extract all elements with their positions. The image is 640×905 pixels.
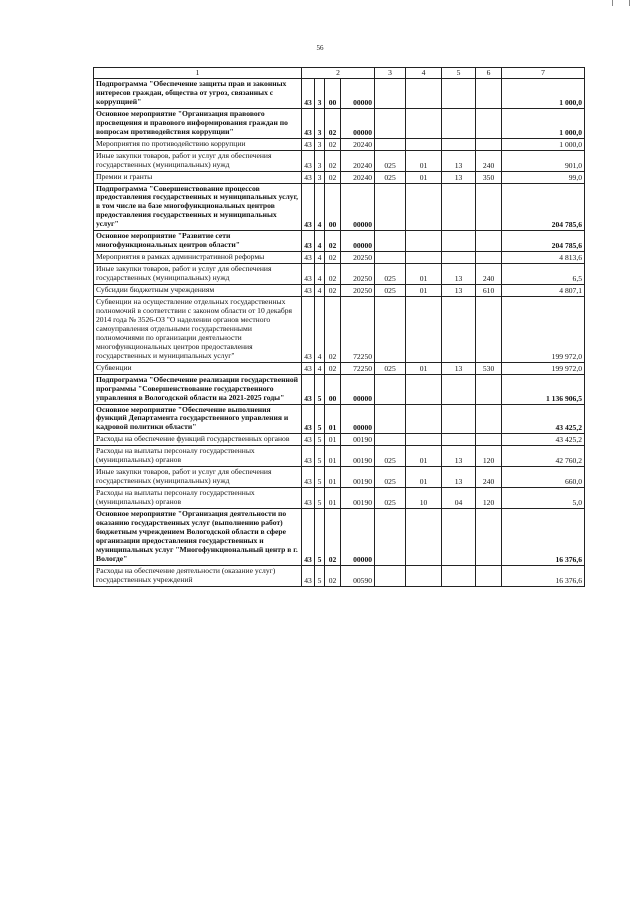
budget-table-body [94, 68, 585, 587]
code-cell-direction: 72250 [341, 297, 375, 363]
code-cell-expense-type [476, 297, 502, 363]
amount-cell: 1 000,0 [502, 108, 585, 138]
code-cell-ministry: 43 [302, 434, 315, 446]
code-cell-measure: 02 [325, 150, 341, 171]
amount-cell: 901,0 [502, 150, 585, 171]
code-cell-subsection [442, 79, 476, 109]
code-cell-direction: 20240 [341, 138, 375, 150]
code-cell-grbs [375, 252, 406, 264]
code-cell-section: 10 [406, 488, 442, 509]
code-cell-subsection: 13 [442, 285, 476, 297]
code-cell-ministry: 43 [302, 285, 315, 297]
code-cell-direction: 00000 [341, 79, 375, 109]
table-row [94, 79, 585, 109]
amount-cell: 42 760,2 [502, 446, 585, 467]
code-cell-section: 01 [406, 467, 442, 488]
table-row [94, 446, 585, 467]
code-cell-direction: 20240 [341, 171, 375, 183]
code-cell-subprogram: 4 [315, 264, 325, 285]
code-cell-subprogram: 4 [315, 183, 325, 231]
code-cell-grbs [375, 374, 406, 404]
code-cell-subsection [442, 374, 476, 404]
code-cell-subprogram: 4 [315, 285, 325, 297]
code-cell-expense-type [476, 404, 502, 434]
code-cell-direction: 00000 [341, 108, 375, 138]
amount-cell: 1 000,0 [502, 79, 585, 109]
table-row [94, 434, 585, 446]
code-cell-section [406, 108, 442, 138]
table-row [94, 297, 585, 363]
code-cell-direction: 20240 [341, 150, 375, 171]
code-cell-subprogram: 3 [315, 108, 325, 138]
row-name-cell: Мероприятия в рамках административной реформы [94, 252, 302, 264]
code-cell-section [406, 509, 442, 566]
row-name-cell: Расходы на обеспечение функций государственных органов [94, 434, 302, 446]
table-row [94, 362, 585, 374]
code-cell-measure: 02 [325, 108, 341, 138]
code-cell-subsection: 13 [442, 362, 476, 374]
code-cell-ministry: 43 [302, 138, 315, 150]
code-cell-expense-type [476, 108, 502, 138]
amount-cell: 199 972,0 [502, 297, 585, 363]
code-cell-direction: 00590 [341, 565, 375, 586]
budget-table [93, 67, 585, 587]
code-cell-grbs [375, 138, 406, 150]
code-cell-direction: 20250 [341, 264, 375, 285]
code-cell-subprogram: 3 [315, 138, 325, 150]
code-cell-grbs: 025 [375, 362, 406, 374]
row-name-cell: Субвенции [94, 362, 302, 374]
code-cell-measure: 02 [325, 264, 341, 285]
code-cell-subprogram: 4 [315, 362, 325, 374]
table-row [94, 404, 585, 434]
code-cell-expense-type: 530 [476, 362, 502, 374]
code-cell-section [406, 183, 442, 231]
row-name-cell: Иные закупки товаров, работ и услуг для обеспечения государственных (муниципальных) нужд [94, 467, 302, 488]
code-cell-grbs: 025 [375, 488, 406, 509]
code-cell-subprogram: 5 [315, 434, 325, 446]
code-cell-section [406, 252, 442, 264]
code-cell-subsection: 13 [442, 264, 476, 285]
amount-cell: 204 785,6 [502, 183, 585, 231]
code-cell-subsection [442, 108, 476, 138]
code-cell-section: 01 [406, 171, 442, 183]
code-cell-subprogram: 5 [315, 488, 325, 509]
code-cell-subsection [442, 297, 476, 363]
amount-cell: 6,5 [502, 264, 585, 285]
code-cell-expense-type: 120 [476, 488, 502, 509]
code-cell-subprogram: 5 [315, 467, 325, 488]
code-cell-ministry: 43 [302, 362, 315, 374]
code-cell-subsection [442, 565, 476, 586]
code-cell-direction: 00000 [341, 374, 375, 404]
code-cell-measure: 02 [325, 231, 341, 252]
amount-cell: 660,0 [502, 467, 585, 488]
row-name-cell: Субвенции на осуществление отдельных государственных полномочий в соответствии с законом области от 10 декабря 2014 года № 3526-ОЗ "О наделении органов местного самоуправления отдельными государственными полномочиями по организации деятельности многофункциональных центров предоставления государственных и муниципальных услуг" [94, 297, 302, 363]
page-number: 56 [316, 44, 324, 52]
code-cell-ministry: 43 [302, 171, 315, 183]
code-cell-ministry: 43 [302, 297, 315, 363]
table-row [94, 108, 585, 138]
code-cell-ministry: 43 [302, 509, 315, 566]
code-cell-ministry: 43 [302, 467, 315, 488]
code-cell-subsection: 13 [442, 467, 476, 488]
code-cell-measure: 02 [325, 509, 341, 566]
code-cell-grbs [375, 404, 406, 434]
row-name-cell: Основное мероприятие "Обеспечение выполнения функций Департамента государственного управления и кадровой политики области" [94, 404, 302, 434]
code-cell-direction: 00000 [341, 404, 375, 434]
code-cell-ministry: 43 [302, 404, 315, 434]
code-cell-grbs [375, 434, 406, 446]
amount-cell: 16 376,6 [502, 565, 585, 586]
code-cell-section: 01 [406, 150, 442, 171]
code-cell-grbs [375, 79, 406, 109]
amount-cell: 199 972,0 [502, 362, 585, 374]
code-cell-subprogram: 4 [315, 231, 325, 252]
code-cell-expense-type: 240 [476, 150, 502, 171]
code-cell-measure: 01 [325, 467, 341, 488]
code-cell-grbs [375, 565, 406, 586]
code-cell-grbs [375, 183, 406, 231]
code-cell-direction: 00000 [341, 231, 375, 252]
header-cell-col5: 5 [442, 68, 476, 79]
code-cell-section [406, 297, 442, 363]
code-cell-expense-type [476, 183, 502, 231]
code-cell-subsection [442, 434, 476, 446]
row-name-cell: Иные закупки товаров, работ и услуг для обеспечения государственных (муниципальных) нужд [94, 264, 302, 285]
code-cell-direction: 20250 [341, 252, 375, 264]
table-row [94, 150, 585, 171]
header-cell-col6: 6 [476, 68, 502, 79]
code-cell-grbs: 025 [375, 264, 406, 285]
row-name-cell: Основное мероприятие "Организация правового просвещения и правового информирования граждан по вопросам противодействия коррупции" [94, 108, 302, 138]
code-cell-grbs [375, 297, 406, 363]
header-cell-col4: 4 [406, 68, 442, 79]
code-cell-measure: 01 [325, 488, 341, 509]
code-cell-section [406, 374, 442, 404]
code-cell-ministry: 43 [302, 446, 315, 467]
code-cell-measure: 01 [325, 434, 341, 446]
code-cell-expense-type: 350 [476, 171, 502, 183]
code-cell-measure: 02 [325, 362, 341, 374]
code-cell-measure: 01 [325, 446, 341, 467]
scan-corner-mark [612, 0, 630, 6]
code-cell-subprogram: 3 [315, 171, 325, 183]
amount-cell: 16 376,6 [502, 509, 585, 566]
table-row [94, 565, 585, 586]
code-cell-section: 01 [406, 264, 442, 285]
code-cell-direction: 00190 [341, 434, 375, 446]
code-cell-section: 01 [406, 446, 442, 467]
code-cell-subprogram: 4 [315, 297, 325, 363]
table-row [94, 171, 585, 183]
code-cell-expense-type [476, 565, 502, 586]
code-cell-measure: 02 [325, 285, 341, 297]
amount-cell: 204 785,6 [502, 231, 585, 252]
code-cell-measure: 02 [325, 138, 341, 150]
code-cell-subprogram: 3 [315, 79, 325, 109]
code-cell-expense-type [476, 231, 502, 252]
code-cell-subsection: 04 [442, 488, 476, 509]
code-cell-measure: 02 [325, 565, 341, 586]
code-cell-section: 01 [406, 362, 442, 374]
code-cell-expense-type: 240 [476, 467, 502, 488]
code-cell-direction: 20250 [341, 285, 375, 297]
code-cell-ministry: 43 [302, 488, 315, 509]
amount-cell: 5,0 [502, 488, 585, 509]
code-cell-ministry: 43 [302, 374, 315, 404]
code-cell-subsection: 13 [442, 171, 476, 183]
table-row [94, 509, 585, 566]
table-row [94, 467, 585, 488]
table-row [94, 374, 585, 404]
amount-cell: 1 136 906,5 [502, 374, 585, 404]
code-cell-subprogram: 4 [315, 252, 325, 264]
row-name-cell: Расходы на обеспечение деятельности (оказание услуг) государственных учреждений [94, 565, 302, 586]
code-cell-subprogram: 5 [315, 404, 325, 434]
code-cell-direction: 00000 [341, 509, 375, 566]
code-cell-ministry: 43 [302, 183, 315, 231]
code-cell-direction: 00000 [341, 183, 375, 231]
code-cell-ministry: 43 [302, 150, 315, 171]
code-cell-subsection: 13 [442, 150, 476, 171]
code-cell-direction: 00190 [341, 467, 375, 488]
table-row [94, 138, 585, 150]
amount-cell: 43 425,2 [502, 404, 585, 434]
code-cell-grbs: 025 [375, 150, 406, 171]
code-cell-direction: 00190 [341, 446, 375, 467]
header-cell-col2: 2 [302, 68, 375, 79]
code-cell-measure: 02 [325, 297, 341, 363]
row-name-cell: Субсидии бюджетным учреждениям [94, 285, 302, 297]
code-cell-direction: 00190 [341, 488, 375, 509]
code-cell-grbs: 025 [375, 467, 406, 488]
header-cell-col3: 3 [375, 68, 406, 79]
code-cell-section: 01 [406, 285, 442, 297]
row-name-cell: Подпрограмма "Обеспечение реализации государственной программы "Совершенствование государственного управления в Вологодской области на 2021-2025 годы" [94, 374, 302, 404]
table-row [94, 264, 585, 285]
code-cell-expense-type [476, 434, 502, 446]
row-name-cell: Основное мероприятие "Развитие сети многофункциональных центров области" [94, 231, 302, 252]
code-cell-measure: 00 [325, 374, 341, 404]
table-row [94, 183, 585, 231]
code-cell-expense-type [476, 509, 502, 566]
amount-cell: 4 807,1 [502, 285, 585, 297]
code-cell-measure: 00 [325, 183, 341, 231]
amount-cell: 4 813,6 [502, 252, 585, 264]
row-name-cell: Основное мероприятие "Организация деятельности по оказанию государственных услуг (выполнению работ) бюджетным учреждением Вологодской области в сфере организации предоставления государственных и муниципальных услуг "Многофункциональный центр в г. Вологде" [94, 509, 302, 566]
row-name-cell: Расходы на выплаты персоналу государственных (муниципальных) органов [94, 446, 302, 467]
table-header-row [94, 68, 585, 79]
code-cell-grbs [375, 108, 406, 138]
code-cell-ministry: 43 [302, 264, 315, 285]
table-row [94, 285, 585, 297]
code-cell-section [406, 565, 442, 586]
code-cell-subsection [442, 231, 476, 252]
code-cell-subprogram: 5 [315, 374, 325, 404]
code-cell-subsection [442, 252, 476, 264]
row-name-cell: Мероприятия по противодействию коррупции [94, 138, 302, 150]
code-cell-ministry: 43 [302, 252, 315, 264]
code-cell-measure: 01 [325, 404, 341, 434]
row-name-cell: Иные закупки товаров, работ и услуг для обеспечения государственных (муниципальных) нужд [94, 150, 302, 171]
code-cell-subsection [442, 183, 476, 231]
row-name-cell: Премии и гранты [94, 171, 302, 183]
code-cell-subprogram: 5 [315, 509, 325, 566]
code-cell-expense-type: 610 [476, 285, 502, 297]
code-cell-expense-type [476, 252, 502, 264]
header-cell-col7: 7 [502, 68, 585, 79]
code-cell-subsection: 13 [442, 446, 476, 467]
code-cell-section [406, 231, 442, 252]
code-cell-subprogram: 5 [315, 446, 325, 467]
code-cell-grbs: 025 [375, 446, 406, 467]
code-cell-subprogram: 5 [315, 565, 325, 586]
code-cell-grbs: 025 [375, 285, 406, 297]
code-cell-subprogram: 3 [315, 150, 325, 171]
code-cell-measure: 02 [325, 252, 341, 264]
code-cell-expense-type [476, 374, 502, 404]
code-cell-direction: 72250 [341, 362, 375, 374]
table-row [94, 252, 585, 264]
code-cell-expense-type [476, 138, 502, 150]
code-cell-grbs [375, 509, 406, 566]
code-cell-subsection [442, 138, 476, 150]
row-name-cell: Подпрограмма "Обеспечение защиты прав и законных интересов граждан, общества от угроз, связанных с коррупцией" [94, 79, 302, 109]
code-cell-expense-type: 120 [476, 446, 502, 467]
code-cell-ministry: 43 [302, 565, 315, 586]
code-cell-section [406, 434, 442, 446]
code-cell-ministry: 43 [302, 231, 315, 252]
amount-cell: 1 000,0 [502, 138, 585, 150]
table-row [94, 231, 585, 252]
header-cell-col1: 1 [94, 68, 302, 79]
code-cell-subsection [442, 404, 476, 434]
code-cell-ministry: 43 [302, 79, 315, 109]
amount-cell: 99,0 [502, 171, 585, 183]
code-cell-expense-type: 240 [476, 264, 502, 285]
code-cell-section [406, 79, 442, 109]
code-cell-measure: 02 [325, 171, 341, 183]
row-name-cell: Подпрограмма "Совершенствование процессов предоставления государственных и муниципальных услуг, в том числе на базе многофункциональных центров предоставления государственных и муниципальных услуг" [94, 183, 302, 231]
code-cell-measure: 00 [325, 79, 341, 109]
code-cell-section [406, 138, 442, 150]
code-cell-ministry: 43 [302, 108, 315, 138]
row-name-cell: Расходы на выплаты персоналу государственных (муниципальных) органов [94, 488, 302, 509]
code-cell-grbs: 025 [375, 171, 406, 183]
table-row [94, 488, 585, 509]
code-cell-subsection [442, 509, 476, 566]
code-cell-section [406, 404, 442, 434]
code-cell-grbs [375, 231, 406, 252]
amount-cell: 43 425,2 [502, 434, 585, 446]
code-cell-expense-type [476, 79, 502, 109]
